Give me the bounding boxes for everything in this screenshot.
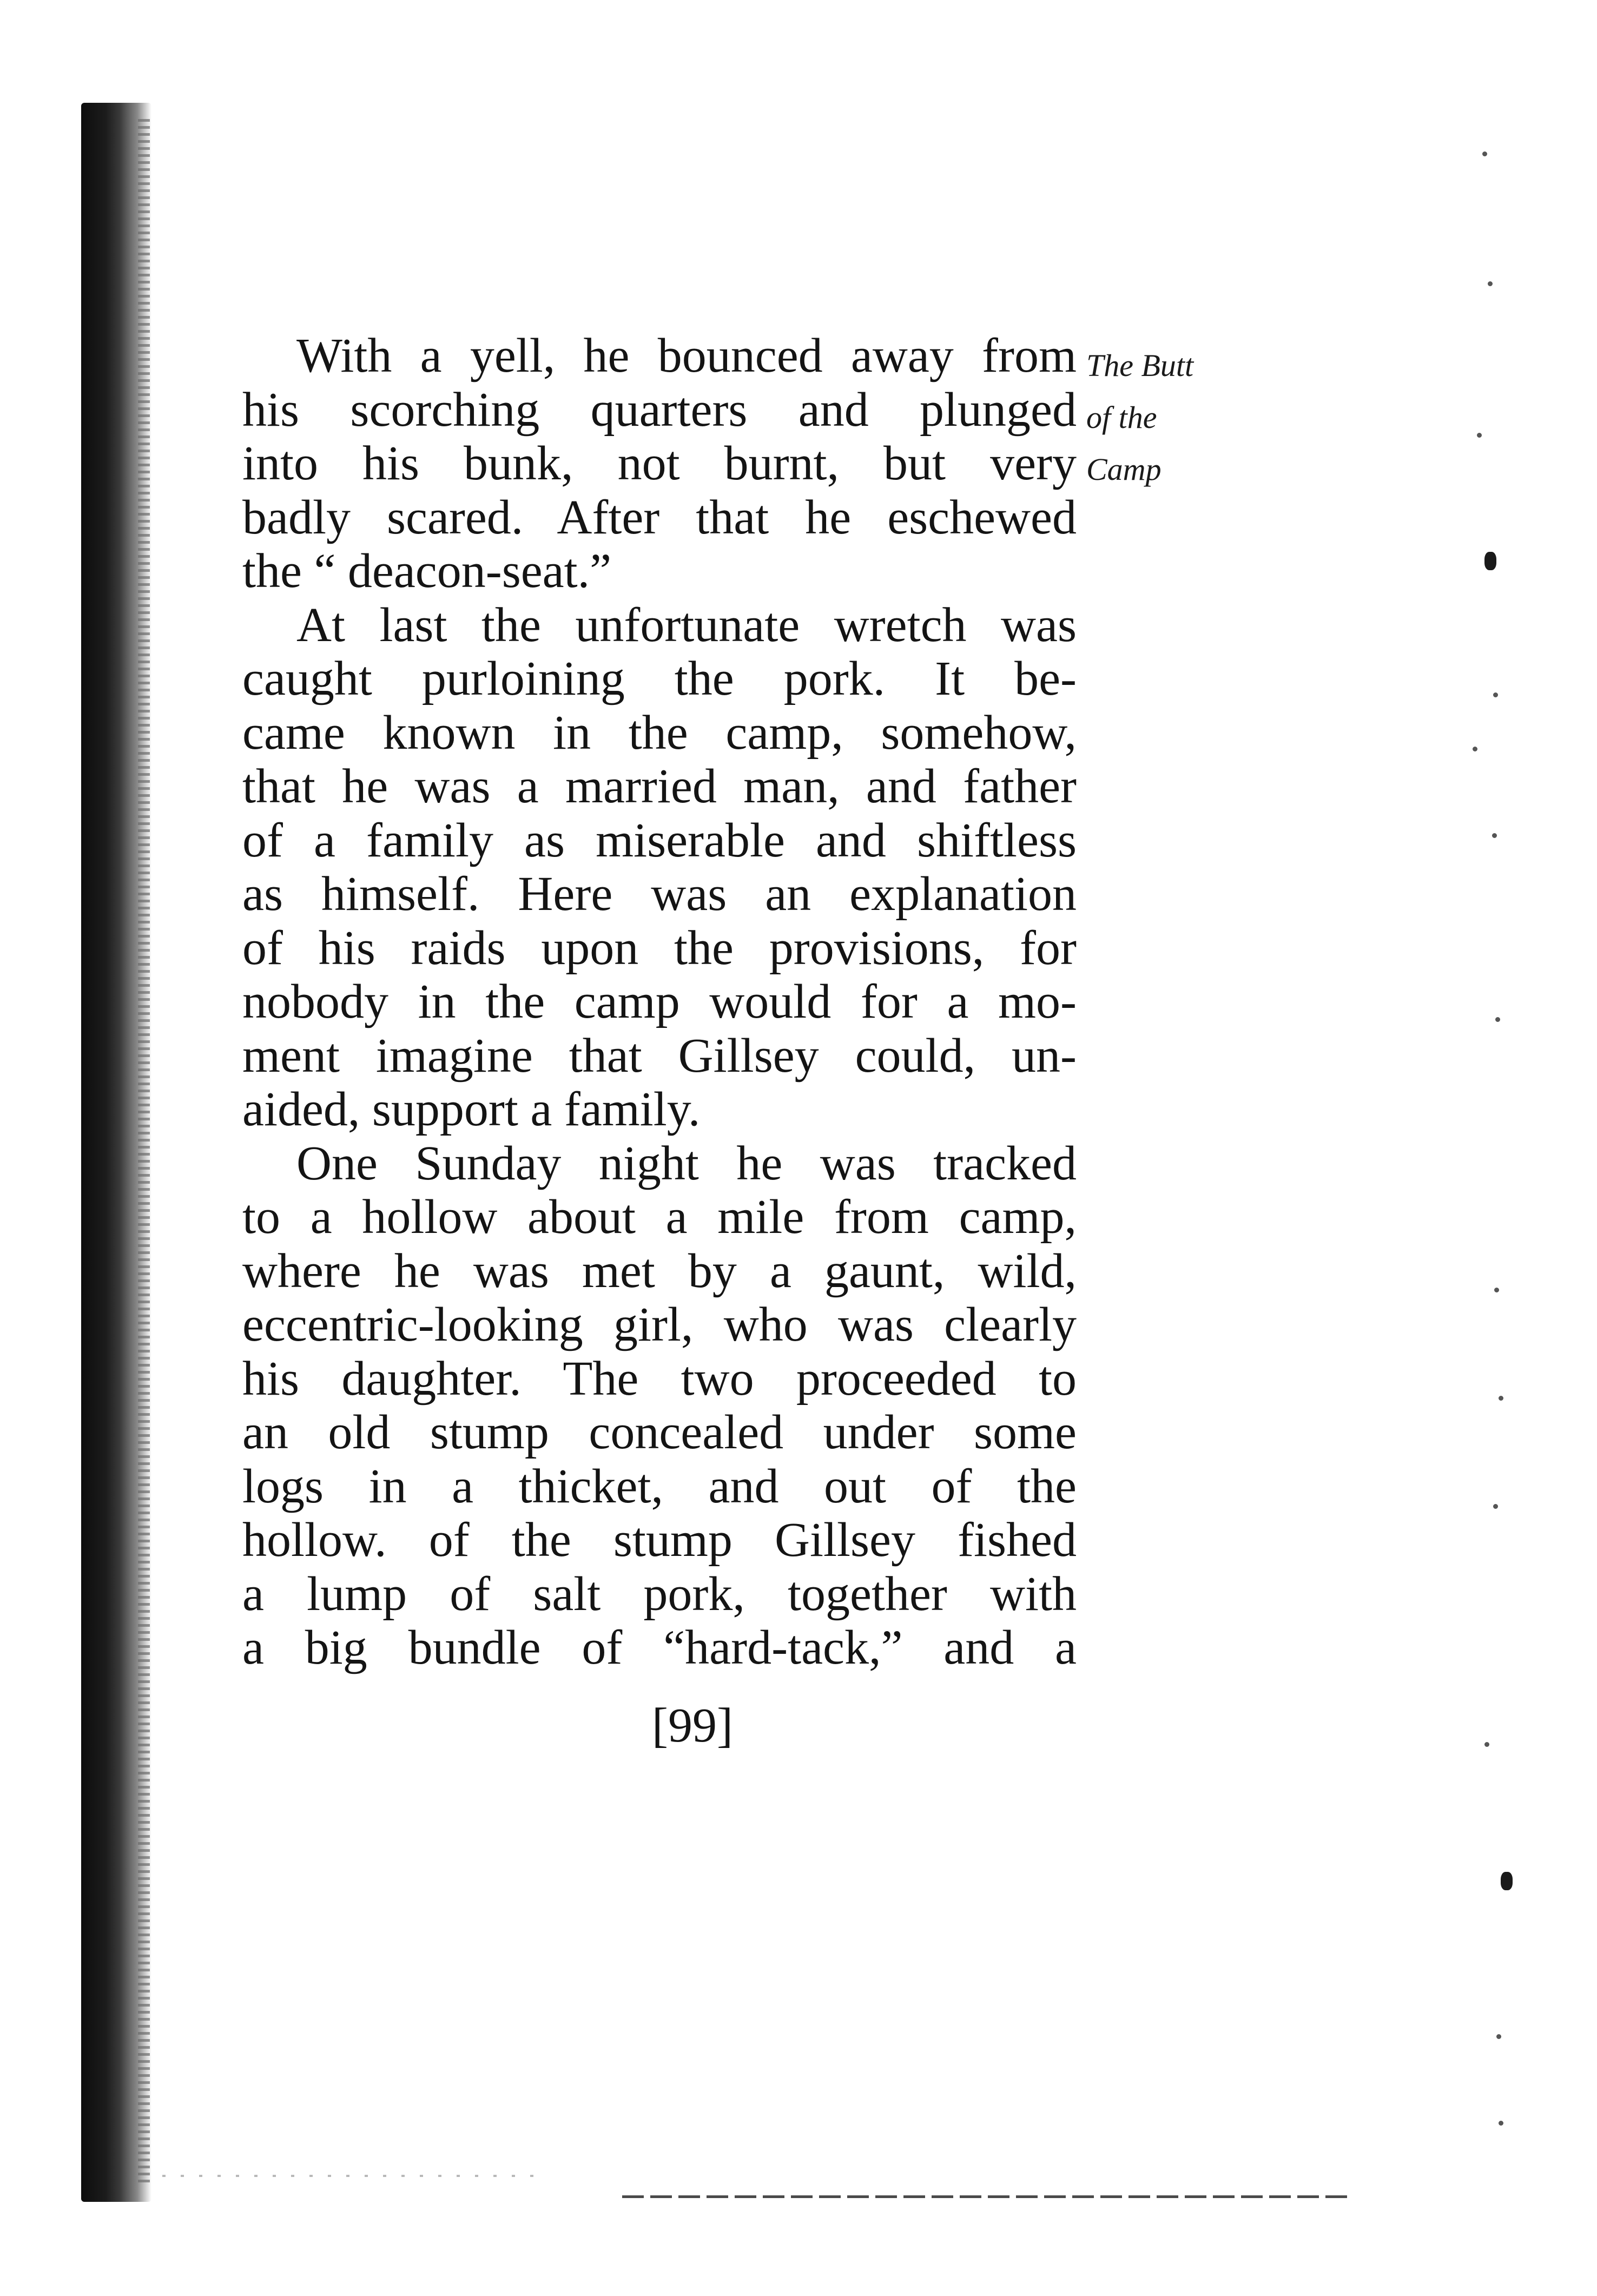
text-line: an old stump concealed under some [242,1406,1077,1459]
bottom-edge-rule [622,2195,1352,2198]
text-line: aided, support a family. [242,1083,701,1136]
text-line: a big bundle of “hard-tack,” and a [242,1621,1077,1674]
bottom-specks [162,2175,541,2177]
text-line: his scorching quarters and plunged [242,382,1077,437]
text-line: his daughter. The two proceeded to [242,1351,1077,1406]
text-line: eccentric-looking girl, who was clearly [242,1298,1077,1351]
sidenote-line: of the [1086,400,1157,435]
text-line: badly scared. After that he eschewed [242,490,1077,544]
text-line: where he was met by a gaunt, wild, [242,1244,1077,1298]
margin-specks [1461,108,1526,2207]
text-line: nobody in the camp would for a mo- [242,975,1077,1028]
text-line: the “ deacon-seat.” [242,544,612,598]
text-line: One Sunday night he was tracked [296,1136,1077,1190]
page-number: [99] [652,1699,733,1752]
text-line: came known in the camp, somehow, [242,705,1077,760]
text-line: With a yell, he bounced away from [296,329,1077,382]
sidenote-line: The Butt [1086,348,1194,383]
text-line: that he was a married man, and father [242,760,1077,813]
text-line: a lump of salt pork, together with [242,1567,1077,1621]
text-line: to a hollow about a mile from camp, [242,1190,1077,1244]
text-line: as himself. Here was an explanation [242,867,1077,921]
text-line: of a family as miserable and shiftless [242,813,1077,867]
text-line: of his raids upon the provisions, for [242,921,1077,975]
sidenote-line: Camp [1086,452,1162,487]
body-text [242,329,1077,1675]
text-line: into his bunk, not burnt, but very [242,437,1077,490]
text-line: ment imagine that Gillsey could, un- [242,1028,1077,1083]
text-line: caught purloining the pork. It be- [242,652,1077,705]
text-line: hollow. of the stump Gillsey fished [242,1513,1077,1567]
spine-edge-texture [138,119,150,2186]
text-line: logs in a thicket, and out of the [242,1459,1077,1513]
text-line: At last the unfortunate wretch was [296,598,1077,652]
running-sidenote [1086,340,1193,496]
